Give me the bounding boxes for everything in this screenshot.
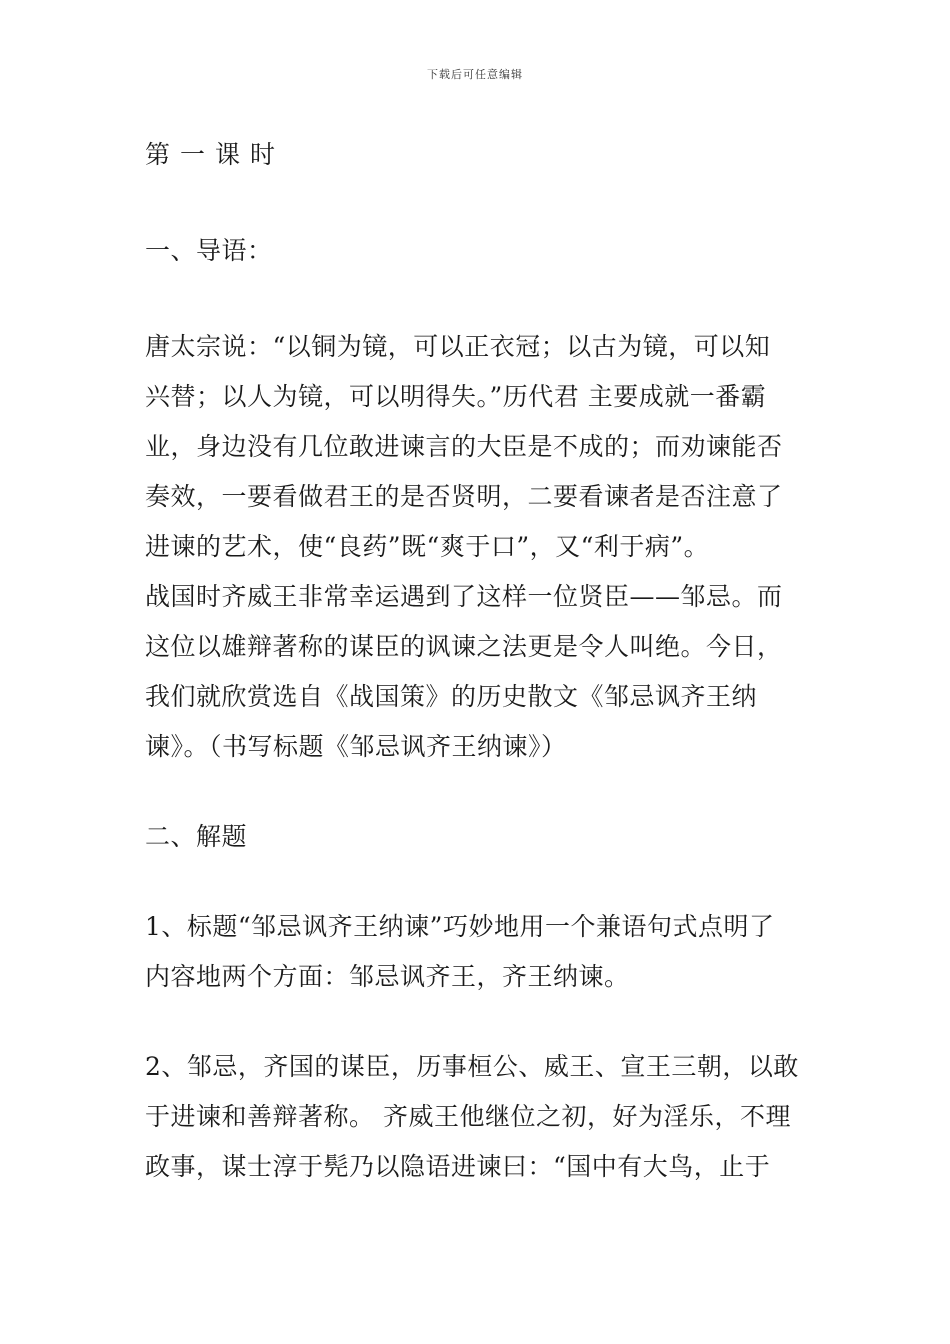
- paragraph-line: 我们就欣赏选自《战国策》的历史散文《邹忌讽齐王纳: [145, 682, 758, 711]
- intro-paragraph: [145, 322, 809, 772]
- section-heading-title-analysis: 二、解题: [145, 822, 248, 851]
- lesson-title: 第一课时: [145, 140, 286, 169]
- paragraph-line: 进谏的艺术，使“良药”既“爽于口”，又“利于病”。: [145, 532, 710, 561]
- document-body: [145, 130, 809, 1192]
- paragraph-line: 奏效，一要看做君王的是否贤明，二要看谏者是否注意了: [145, 482, 783, 511]
- paragraph-line: 谏》。（书写标题《邹忌讽齐王纳谏》）: [145, 732, 567, 761]
- header-note: 下载后可任意编辑: [427, 68, 523, 81]
- paragraph-line: 兴替；以人为镜，可以明得失。”历代君 主要成就一番霸: [145, 382, 767, 411]
- spacer: [145, 772, 809, 812]
- paragraph-line: 战国时齐威王非常幸运遇到了这样一位贤臣——邹忌。而: [145, 582, 783, 611]
- paragraph-line: 业，身边没有几位敢进谏言的大臣是不成的；而劝谏能否: [145, 432, 783, 461]
- item-2-paragraph: [145, 1042, 809, 1192]
- spacer: [145, 276, 809, 322]
- paragraph-line: 于进谏和善辩著称。 齐威王他继位之初，好为淫乐，不理: [145, 1102, 791, 1131]
- paragraph-line: 这位以雄辩著称的谋臣的讽谏之法更是令人叫绝。今日，: [145, 632, 783, 661]
- spacer: [145, 1002, 809, 1042]
- item-1-paragraph: [145, 902, 809, 1002]
- paragraph-line: 2、邹忌，齐国的谋臣，历事桓公、威王、宣王三朝，以敢: [145, 1052, 799, 1081]
- section-heading-intro: 一、导语：: [145, 236, 273, 265]
- spacer: [145, 180, 809, 226]
- paragraph-line: 唐太宗说：“以铜为镜，可以正衣冠；以古为镜，可以知: [145, 332, 771, 361]
- paragraph-line: 1、标题“邹忌讽齐王纳谏”巧妙地用一个兼语句式点明了: [145, 912, 775, 941]
- spacer: [145, 862, 809, 902]
- paragraph-line: 政事，谋士淳于髡乃以隐语进谏曰：“国中有大鸟，止于: [145, 1152, 771, 1181]
- paragraph-line: 内容地两个方面：邹忌讽齐王，齐王纳谏。: [145, 962, 630, 991]
